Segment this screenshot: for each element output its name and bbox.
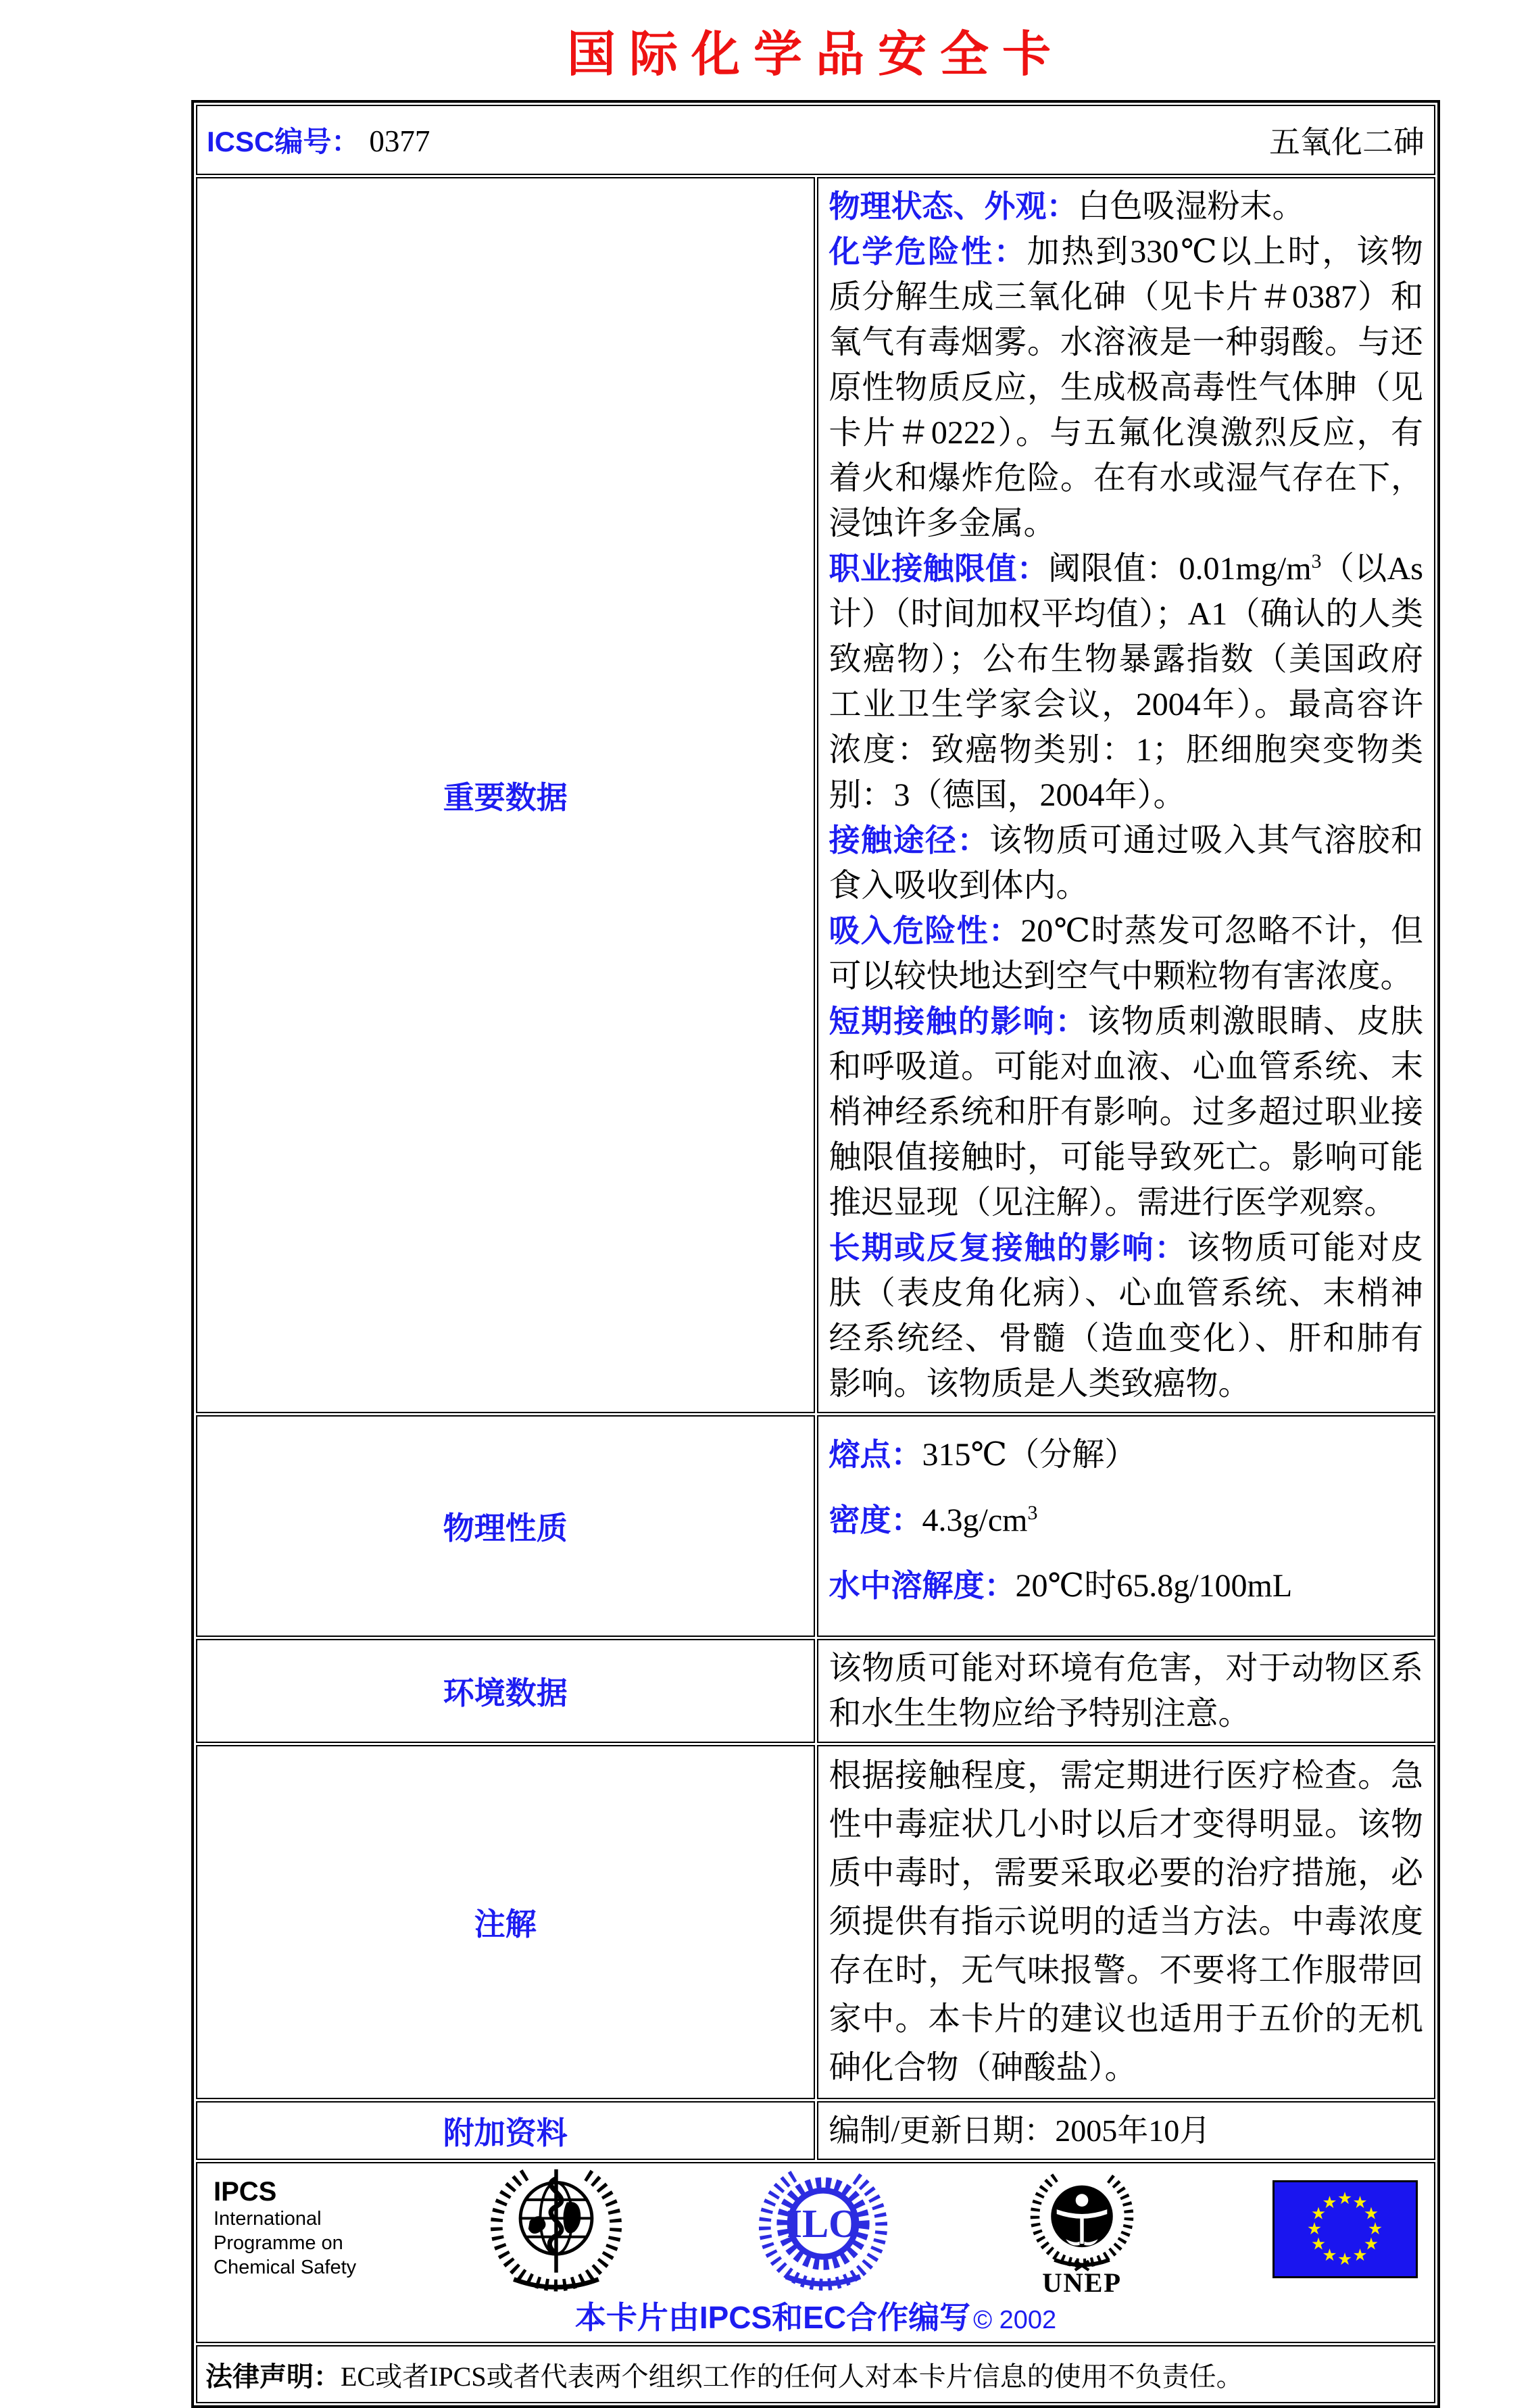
paragraph-water-solubility [829, 1553, 1424, 1619]
paragraph-text: 阈限值：0.01mg/m [1048, 551, 1312, 587]
row-important-data [196, 177, 1435, 1413]
row-notes [196, 1745, 1435, 2099]
section-label-additional-info: 附加资料 [196, 2101, 815, 2160]
paragraph-label: 熔点： [829, 1437, 922, 1472]
paragraph-text: 20℃时65.8g/100mL [1015, 1568, 1293, 1604]
paragraph-environment: 该物质可能对环境有危害，对于动物区系和水生生物应给予特别注意。 [829, 1650, 1423, 1731]
paragraph-text: 该物质刺激眼睛、皮肤和呼吸道。可能对血液、心血管系统、末梢神经系统和肝有影响。过多超过职业接触限值接触时，可能导致死亡。影响可能推迟显现（见注解）。需进行医学观察。 [829, 1004, 1423, 1221]
credit-line [214, 2293, 1418, 2338]
paragraph-label: 职业接触限值： [829, 551, 1049, 586]
paragraph-label: 接触途径： [829, 822, 989, 858]
icsc-number-group [207, 120, 430, 160]
ipcs-line: Chemical Safety [214, 2257, 357, 2278]
paragraph-label: 长期或反复接触的影响： [829, 1230, 1187, 1265]
section-content-notes [817, 1745, 1436, 2099]
icsc-card [191, 0, 1440, 2408]
paragraph-inhalation-risk [829, 908, 1424, 999]
paragraph-density [829, 1488, 1424, 1553]
paragraph-notes: 根据接触程度，需定期进行医疗检查。急性中毒症状几小时以后才变得明显。该物质中毒时，需要采取必要的治疗措施，必须提供有指示说明的适当方法。中毒浓度存在时，无气味报警。不要将工作服带回家中。本卡片的建议也适用于五价的无机砷化合物（砷酸盐）。 [829, 1758, 1423, 2086]
copyright-text: © 2002 [973, 2306, 1057, 2334]
section-label-physical-properties: 物理性质 [196, 1415, 815, 1637]
eu-flag-icon [1272, 2180, 1418, 2278]
paragraph-text: 白色吸湿粉末。 [1077, 189, 1305, 224]
ipcs-title: IPCS [214, 2177, 277, 2207]
paragraph-label: 密度： [829, 1502, 922, 1538]
superscript: 3 [1311, 550, 1322, 572]
icsc-number-label: ICSC编号： [207, 126, 360, 157]
paragraph-short-term-effects [829, 999, 1424, 1225]
paragraph-exposure-limit [829, 546, 1424, 818]
section-content-physical-properties [817, 1415, 1436, 1637]
paragraph-label: 吸入危险性： [829, 913, 1021, 948]
ipcs-text-block [214, 2177, 356, 2280]
ilo-letters: ILO [787, 2201, 860, 2246]
section-label-important-data: 重要数据 [196, 177, 815, 1413]
unep-logo-block [1024, 2161, 1139, 2296]
row-environmental-data [196, 1639, 1435, 1743]
who-logo-icon [490, 2161, 622, 2296]
paragraph-long-term-effects [829, 1225, 1424, 1406]
icsc-number-value: 0377 [369, 124, 430, 158]
credit-text: 本卡片由IPCS和EC合作编写 [574, 2300, 971, 2335]
legal-cell [196, 2345, 1435, 2403]
section-content-environmental-data [817, 1639, 1436, 1743]
row-physical-properties [196, 1415, 1435, 1637]
legal-text: EC或者IPCS或者代表两个组织工作的任何人对本卡片信息的使用不负责任。 [341, 2361, 1243, 2392]
card-table [191, 100, 1440, 2408]
row-legal [196, 2345, 1435, 2403]
section-content-important-data [817, 177, 1436, 1413]
header-cell [196, 105, 1435, 175]
logos-cell [196, 2162, 1435, 2343]
paragraph-text: 该物质可通过吸入其气溶胶和食入吸收到体内。 [829, 822, 1423, 904]
paragraph-melting-point [829, 1422, 1424, 1488]
unep-letters: UNEP [1041, 2267, 1122, 2296]
section-label-environmental-data: 环境数据 [196, 1639, 815, 1743]
paragraph-text: 4.3g/cm [922, 1502, 1028, 1538]
page-title: 国际化学品安全卡 [566, 25, 1064, 82]
unep-logo-icon [1024, 2161, 1139, 2296]
paragraph-label: 水中溶解度： [829, 1568, 1016, 1603]
paragraph-label: 短期接触的影响： [829, 1004, 1088, 1039]
paragraph-chemical-danger [829, 229, 1424, 546]
row-additional-info [196, 2101, 1435, 2160]
paragraph-text: 加热到330℃以上时，该物质分解生成三氧化砷（见卡片＃0387）和氧气有毒烟雾。水溶液是一种弱酸。与还原性物质反应，生成极高毒性气体胂（见卡片＃0222）。与五氟化溴激烈反应，有着火和爆炸危险。在有水或湿气存在下，浸蚀许多金属。 [829, 234, 1424, 541]
paragraph-physical-state [829, 184, 1424, 229]
ilo-logo-icon [756, 2163, 891, 2295]
paragraph-update-date: 编制/更新日期：2005年10月 [829, 2113, 1211, 2148]
paragraph-exposure-route [829, 818, 1424, 908]
paragraph-label: 化学危险性： [829, 234, 1027, 269]
paragraph-text: 315℃（分解） [922, 1437, 1137, 1473]
ipcs-line: International [214, 2208, 322, 2230]
substance-name: 五氧化二砷 [1269, 125, 1425, 159]
paragraph-text: （以As计）（时间加权平均值）；A1（确认的人类致癌物）；公布生物暴露指数（美国政府工业卫生学家会议，2004年）。最高容许浓度：致癌物类别：1；胚细胞突变物类别：3（德国，2004年）。 [829, 551, 1423, 813]
row-logos [196, 2162, 1435, 2343]
paragraph-text: 20℃时蒸发可忽略不计，但可以较快地达到空气中颗粒物有害浓度。 [829, 913, 1424, 994]
header-row [196, 105, 1435, 175]
superscript: 3 [1027, 1502, 1038, 1524]
logo-strip [214, 2167, 1418, 2296]
paragraph-label: 物理状态、外观： [829, 189, 1078, 224]
ipcs-line: Programme on [214, 2232, 343, 2254]
paragraph-text: 该物质可能对皮肤（表皮角化病）、心血管系统、末梢神经系统经、骨髓（造血变化）、肝和肺有影响。该物质是人类致癌物。 [829, 1230, 1423, 1402]
legal-label: 法律声明： [205, 2361, 341, 2392]
section-content-additional-info [817, 2101, 1436, 2160]
section-label-notes: 注解 [196, 1745, 815, 2099]
